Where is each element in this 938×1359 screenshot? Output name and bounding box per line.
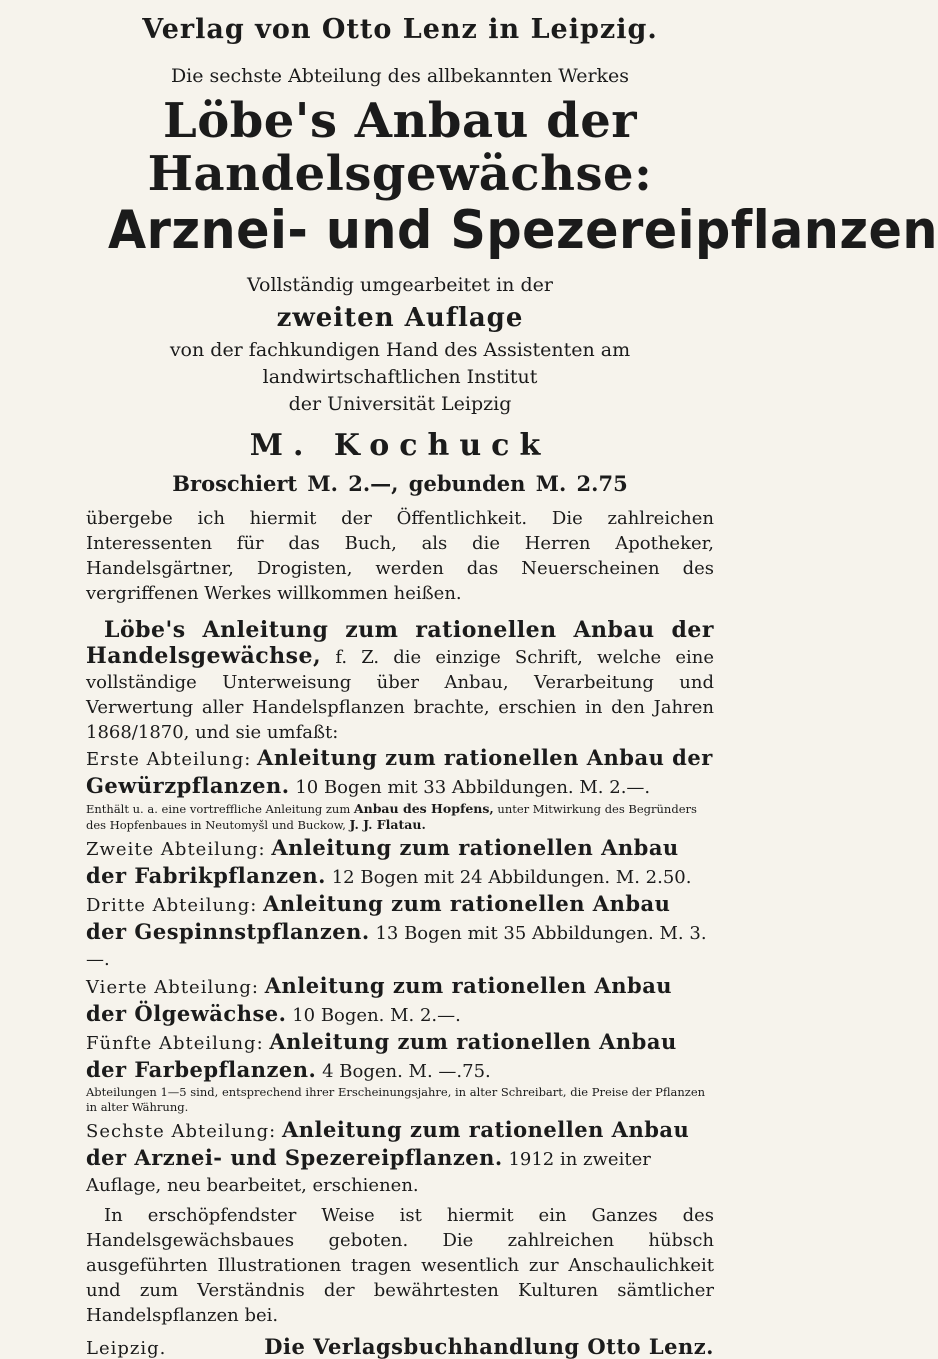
volume-entry bbox=[86, 891, 714, 973]
volume-note-author: J. J. Flatau. bbox=[349, 816, 426, 832]
volume-title: Anleitung zum rationellen Anbau der Farbepflanzen. bbox=[86, 1028, 677, 1082]
volume-details: 13 Bogen mit 35 Abbildungen. M. 3.—. bbox=[86, 922, 707, 970]
volume-details: 10 Bogen mit 33 Abbildungen. M. 2.—. bbox=[295, 776, 651, 798]
footer-publisher: Die Verlagsbuchhandlung Otto Lenz. bbox=[264, 1333, 714, 1359]
closing-paragraph: In erschöpfendster Weise ist hiermit ein Ganzes des Handelsgewächsbaues geboten. Die zahlreichen hübsch ausgeführten Illustrationen tragen wesentlich zur Anschaulichkeit und zum Verständnis der bewährtesten Kulturen sämtlicher Handelspflanzen bei. bbox=[86, 1204, 714, 1326]
footer bbox=[86, 1334, 714, 1359]
series-paragraph bbox=[86, 618, 714, 745]
volume-entry bbox=[86, 973, 714, 1029]
volume-label: Sechste Abteilung: bbox=[86, 1120, 277, 1142]
edition-line-2: von der fachkundigen Hand des Assistenten am landwirtschaftlichen Institut bbox=[169, 338, 631, 388]
volume-details: 4 Bogen. M. —.75. bbox=[322, 1060, 491, 1082]
footer-city: Leipzig. bbox=[86, 1337, 167, 1359]
volume-details: 1912 in zweiter Auflage, neu bearbeitet, erschienen. bbox=[86, 1148, 651, 1196]
volume-entry bbox=[86, 1029, 714, 1085]
volume-label: Dritte Abteilung: bbox=[86, 894, 258, 916]
volume-title: Anleitung zum rationellen Anbau der Arznei- und Spezereipflanzen. bbox=[86, 1116, 690, 1170]
volume-title: Anleitung zum rationellen Anbau der Ölgewächse. bbox=[86, 972, 673, 1026]
volume-title: Anleitung zum rationellen Anbau der Gewürzpflanzen. bbox=[86, 744, 713, 798]
volume-title: Anleitung zum rationellen Anbau der Gespinnstpflanzen. bbox=[86, 890, 671, 944]
volume-title: Anleitung zum rationellen Anbau der Fabrikpflanzen. bbox=[86, 834, 679, 888]
book-subtitle: Arznei- und Spezereipflanzen bbox=[107, 199, 938, 261]
volume-label: Vierte Abteilung: bbox=[86, 976, 259, 998]
volume-label: Zweite Abteilung: bbox=[86, 838, 266, 860]
volume-note-rest: unter Mitwirkung des Begründers des Hopfenbaues in Neutomyšl und Buckow, bbox=[86, 801, 697, 832]
intro-paragraph: übergebe ich hiermit der Öffentlichkeit. Die zahlreichen Interessenten für das Buch, als die Herren Apotheker, Handelsgärtner, Drogisten, werden das Neuerscheinen des vergriffenen Werkes willkommen heißen. bbox=[86, 507, 714, 604]
volume-list bbox=[86, 745, 714, 1199]
edition-name: zweiten Auflage bbox=[276, 302, 524, 333]
series-text: f. Z. die einzige Schrift, welche eine vollständige Unterweisung über Anbau, Verarbeitung und Verwertung aller Handelspflanzen brachte, erschien in den Jahren 1868/1870, und sie umfaßt: bbox=[86, 646, 714, 743]
volume-label: Erste Abteilung: bbox=[86, 748, 252, 770]
volume-details: 12 Bogen mit 24 Abbildungen. M. 2.50. bbox=[331, 866, 692, 888]
volume-note bbox=[86, 801, 714, 833]
edition-line-1: Vollständig umgearbeitet in der bbox=[247, 273, 553, 296]
price-line: Broschiert M. 2.—, gebunden M. 2.75 bbox=[172, 470, 628, 496]
publisher-header: Verlag von Otto Lenz in Leipzig. bbox=[142, 14, 658, 45]
volumes-note: Abteilungen 1—5 sind, entsprechend ihrer Erscheinungsjahre, in alter Schreibart, die Preise der Pflanzen in alter Währung. bbox=[86, 1084, 706, 1114]
volume-entry bbox=[86, 835, 714, 891]
volume-note-text: Enthält u. a. eine vortreffliche Anleitung zum bbox=[86, 801, 351, 816]
edition-line-3: der Universität Leipzig bbox=[288, 392, 512, 415]
intro-line: Die sechste Abteilung des allbekannten Werkes bbox=[170, 65, 630, 87]
volume-entry-sixth bbox=[86, 1117, 714, 1199]
book-title: Löbe's Anbau der Handelsgewächse: bbox=[147, 93, 653, 202]
volume-label: Fünfte Abteilung: bbox=[86, 1032, 264, 1054]
volume-note-bold: Anbau des Hopfens, bbox=[353, 800, 494, 816]
series-title: Löbe's Anleitung zum rationellen Anbau der Handelsgewächse, bbox=[86, 616, 714, 669]
volume-details: 10 Bogen. M. 2.—. bbox=[292, 1004, 461, 1026]
author-name: M. Kochuck bbox=[249, 427, 551, 463]
volume-entry bbox=[86, 745, 714, 801]
